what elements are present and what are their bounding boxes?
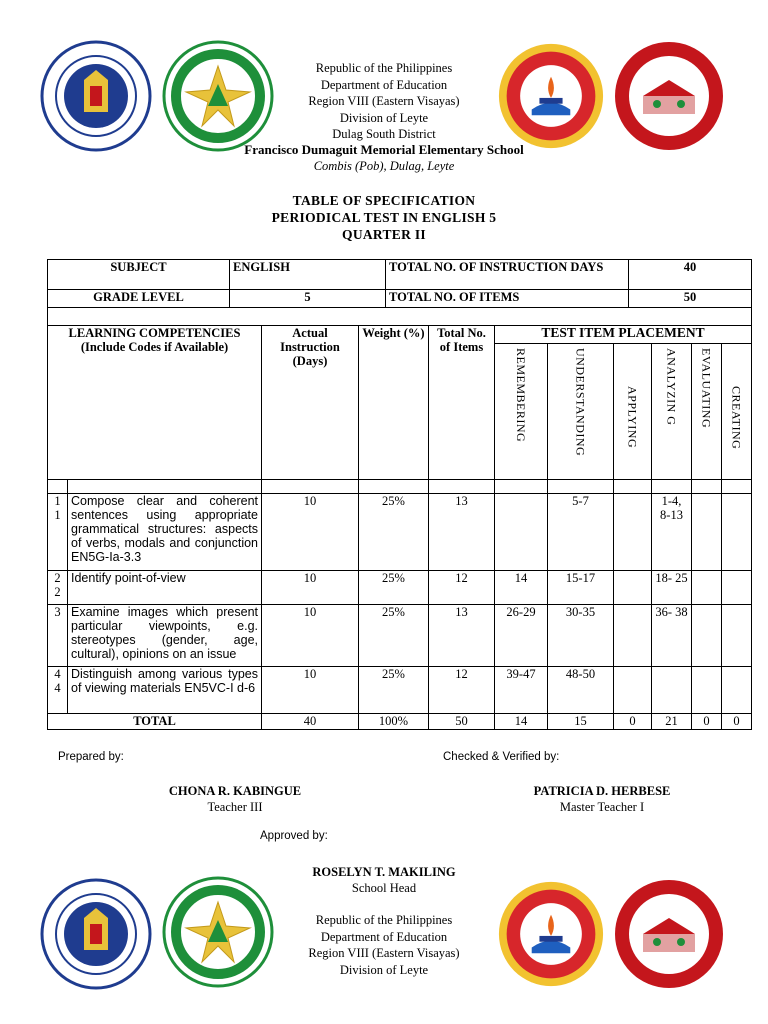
blank-cell — [692, 480, 722, 494]
subject-value: ENGLISH — [230, 260, 386, 290]
total-days: 40 — [262, 714, 359, 730]
understanding: 5-7 — [548, 494, 614, 571]
level-understanding: UNDERSTANDING — [573, 348, 588, 457]
remembering: 39-47 — [495, 667, 548, 714]
applying — [614, 494, 652, 571]
table-row — [48, 494, 752, 571]
actual-days-header: Actual Instruction (Days) — [262, 326, 359, 480]
table-row — [48, 605, 752, 667]
subject-label: SUBJECT — [48, 260, 230, 290]
header-line-1: Republic of the Philippines — [315, 61, 453, 75]
document-title — [184, 192, 584, 243]
applying — [614, 667, 652, 714]
level-header-remembering — [495, 344, 548, 480]
blank-cell — [68, 480, 262, 494]
checked-by-label: Checked & Verified by: — [443, 751, 560, 763]
total-items-label: TOTAL NO. OF ITEMS — [386, 290, 629, 308]
competency-text: Compose clear and coherent sentences using appropriate grammatical structures: aspects of verbs, modals and conjunction EN5G-Ia-3.3 — [68, 494, 262, 571]
understanding: 48-50 — [548, 667, 614, 714]
analyzing: 1-4, 8-13 — [652, 494, 692, 571]
understanding: 15-17 — [548, 571, 614, 605]
blank-cell — [262, 480, 359, 494]
header-line-4: Division of Leyte — [339, 110, 429, 125]
preparer-title: Teacher III — [207, 800, 263, 814]
total-items: 12 — [429, 667, 495, 714]
actual-days: 10 — [262, 605, 359, 667]
actual-days: 10 — [262, 494, 359, 571]
blank-cell — [359, 480, 429, 494]
checker-name: PATRICIA D. HERBESE — [533, 784, 671, 798]
total-weight: 100% — [359, 714, 429, 730]
total-evaluating: 0 — [692, 714, 722, 730]
total-applying: 0 — [614, 714, 652, 730]
header-line-2: Department of Education — [320, 77, 448, 92]
competency-text: Examine images which present particular viewpoints, e.g. stereotypes (gender, age, cultural), opinions on an issue — [68, 605, 262, 667]
blank-cell — [722, 480, 752, 494]
evaluating — [692, 494, 722, 571]
level-header-evaluating — [692, 344, 722, 480]
letterhead — [234, 60, 534, 143]
footer-line-2: Department of Education — [320, 929, 448, 944]
specification-table — [47, 325, 752, 730]
blank-cell — [429, 480, 495, 494]
level-header-applying — [614, 344, 652, 480]
fdmes-school-seal-logo — [613, 40, 725, 152]
footer-line-3: Region VIII (Eastern Visayas) — [308, 946, 460, 960]
header-line-3: Region VIII (Eastern Visayas) — [308, 94, 460, 108]
footer-line-4: Division of Leyte — [339, 962, 429, 977]
row-number: 4 4 — [48, 667, 68, 714]
weight: 25% — [359, 667, 429, 714]
approver-title: School Head — [351, 881, 417, 895]
evaluating — [692, 571, 722, 605]
level-header-understanding — [548, 344, 614, 480]
school-name: Francisco Dumaguit Memorial Elementary School — [244, 142, 524, 157]
total-items: 12 — [429, 571, 495, 605]
info-table — [47, 259, 752, 326]
checker-title: Master Teacher I — [559, 800, 645, 814]
header-line-5: Dulag South District — [332, 127, 436, 141]
blank-cell — [652, 480, 692, 494]
school-address: Combis (Pob), Dulag, Leyte — [313, 159, 455, 173]
preparer-name: CHONA R. KABINGUE — [168, 784, 302, 798]
footer-letterhead — [234, 912, 534, 978]
row-number: 2 2 — [48, 571, 68, 605]
level-header-analyzing — [652, 344, 692, 480]
level-analyzing: ANALYZIN G — [664, 348, 679, 426]
remembering — [495, 494, 548, 571]
understanding: 30-35 — [548, 605, 614, 667]
total-items-value: 50 — [629, 290, 752, 308]
blank-cell — [48, 480, 68, 494]
level-applying: APPLYING — [625, 386, 640, 449]
title-line-2: PERIODICAL TEST IN ENGLISH 5 — [271, 210, 497, 225]
competencies-header — [48, 326, 262, 480]
remembering: 26-29 — [495, 605, 548, 667]
approver-name: ROSELYN T. MAKILING — [312, 865, 456, 879]
table-row — [48, 667, 752, 714]
fdmes-school-seal-logo — [613, 878, 725, 990]
title-line-3: QUARTER II — [342, 227, 426, 242]
competencies-header-sub: (Include Codes if Available) — [80, 340, 229, 354]
weight: 25% — [359, 605, 429, 667]
table-row — [48, 571, 752, 605]
prepared-by-label: Prepared by: — [58, 751, 124, 763]
evaluating — [692, 605, 722, 667]
weight: 25% — [359, 571, 429, 605]
competency-text: Identify point-of-view — [68, 571, 262, 605]
applying — [614, 605, 652, 667]
row-number: 3 — [48, 605, 68, 667]
creating — [722, 494, 752, 571]
totals-row — [48, 714, 752, 730]
instruction-days-label: TOTAL NO. OF INSTRUCTION DAYS — [386, 260, 629, 290]
total-creating: 0 — [722, 714, 752, 730]
grade-level-value: 5 — [230, 290, 386, 308]
creating — [722, 605, 752, 667]
blank-cell — [548, 480, 614, 494]
weight-header: Weight (%) — [359, 326, 429, 480]
deped-seal-logo — [40, 878, 152, 990]
test-item-placement-header: TEST ITEM PLACEMENT — [495, 326, 752, 344]
total-understanding: 15 — [548, 714, 614, 730]
blank-cell — [614, 480, 652, 494]
approved-by-label: Approved by: — [260, 830, 328, 842]
row-number: 1 1 — [48, 494, 68, 571]
level-creating: CREATING — [729, 386, 744, 450]
competencies-header-title: LEARNING COMPETENCIES — [68, 326, 241, 340]
total-items-sum: 50 — [429, 714, 495, 730]
total-analyzing: 21 — [652, 714, 692, 730]
applying — [614, 571, 652, 605]
total-remembering: 14 — [495, 714, 548, 730]
total-items: 13 — [429, 605, 495, 667]
level-header-creating — [722, 344, 752, 480]
competency-text: Distinguish among various types of viewing materials EN5VC-I d-6 — [68, 667, 262, 714]
analyzing: 18- 25 — [652, 571, 692, 605]
spacer-row — [48, 308, 752, 326]
actual-days: 10 — [262, 667, 359, 714]
grade-level-label: GRADE LEVEL — [48, 290, 230, 308]
title-line-1: TABLE OF SPECIFICATION — [292, 193, 476, 208]
blank-cell — [495, 480, 548, 494]
level-remembering: REMEMBERING — [514, 348, 528, 443]
evaluating — [692, 667, 722, 714]
analyzing: 36- 38 — [652, 605, 692, 667]
weight: 25% — [359, 494, 429, 571]
footer-line-1: Republic of the Philippines — [315, 913, 453, 927]
total-items: 13 — [429, 494, 495, 571]
analyzing — [652, 667, 692, 714]
total-items-header: Total No. of Items — [429, 326, 495, 480]
deped-seal-logo — [40, 40, 152, 152]
creating — [722, 667, 752, 714]
creating — [722, 571, 752, 605]
total-label: TOTAL — [48, 714, 262, 730]
remembering: 14 — [495, 571, 548, 605]
actual-days: 10 — [262, 571, 359, 605]
level-evaluating: EVALUATING — [699, 348, 714, 429]
instruction-days-value: 40 — [629, 260, 752, 290]
